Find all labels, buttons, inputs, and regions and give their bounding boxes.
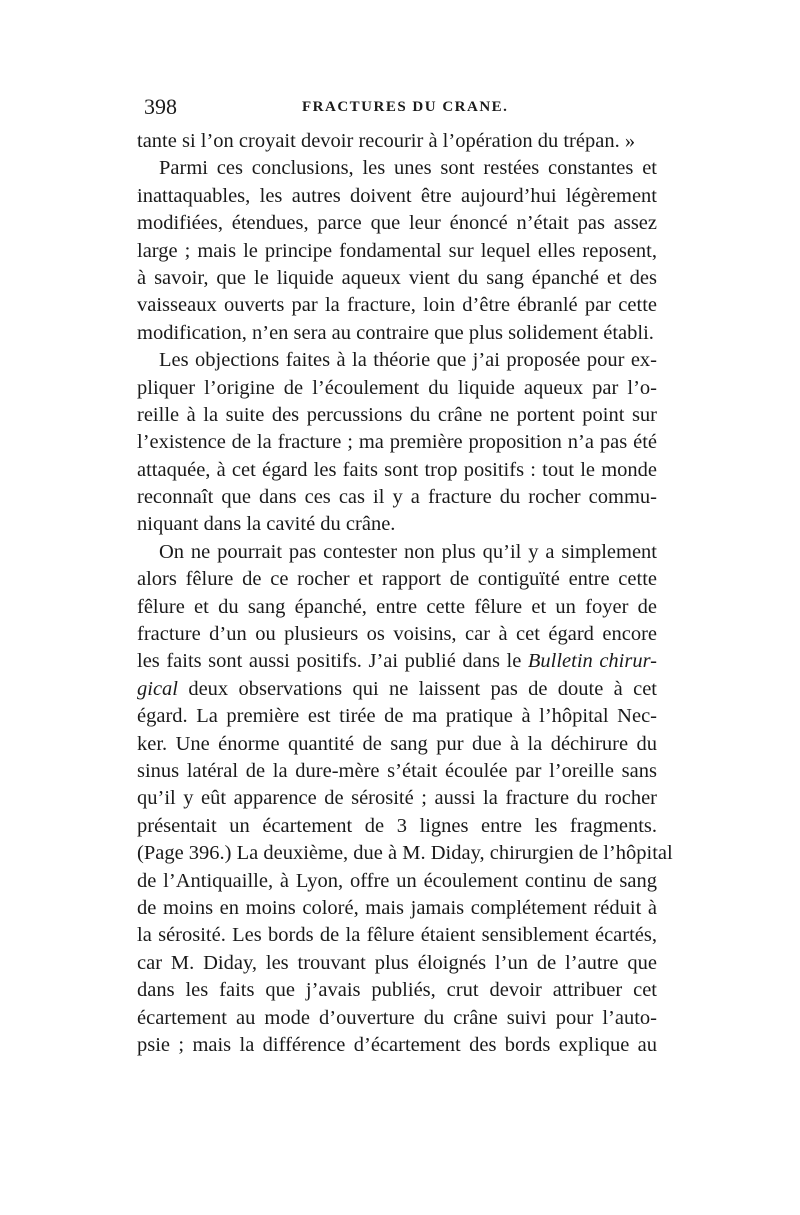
line-text: à savoir, que le liquide aqueux vient du sang épanché et des <box>137 266 657 289</box>
line-text: modifiées, étendues, parce que leur énoncé n’était pas assez <box>137 212 657 235</box>
line-text: reconnaît que dans ces cas il y a fracture du rocher commu- <box>137 486 657 509</box>
text-line <box>137 1032 657 1059</box>
line-text: modification, n’en sera au contraire que plus solidement établi. <box>137 321 654 344</box>
line-text: fracture d’un ou plusieurs os voisins, car à cet égard encore <box>137 623 657 646</box>
text-line <box>137 484 657 511</box>
line-text: de l’Antiquaille, à Lyon, offre un écoulement continu de sang <box>137 869 657 892</box>
line-text: la sérosité. Les bords de la fêlure étaient sensiblement écartés, <box>137 924 657 947</box>
line-text: sinus latéral de la dure-mère s’était écoulée par l’oreille sans <box>137 759 657 782</box>
italic-text: Bulletin chirur- <box>527 650 657 673</box>
line-text: égard. La première est tirée de ma pratique à l’hôpital Nec- <box>137 705 657 728</box>
italic-text: gical <box>137 677 178 700</box>
text-line <box>137 731 657 758</box>
text-line <box>137 868 657 895</box>
line-text: alors fêlure de ce rocher et rapport de contiguïté entre cette <box>137 568 657 591</box>
text-line <box>137 785 657 812</box>
body-text <box>137 128 673 1059</box>
line-text: pliquer l’origine de l’écoulement du liquide aqueux par l’o- <box>137 376 657 399</box>
text-line <box>137 950 657 977</box>
running-title: FRACTURES DU CRANE. <box>302 99 509 115</box>
text-line <box>137 840 673 867</box>
line-text: reille à la suite des percussions du crâne ne portent point sur <box>137 403 657 426</box>
line-text: (Page 396.) La deuxième, due à M. Diday, chirurgien de l’hôpital <box>137 842 673 865</box>
line-text: de moins en moins coloré, mais jamais complétement réduit à <box>137 896 657 919</box>
text-line <box>137 895 657 922</box>
text-line <box>137 977 657 1004</box>
text-line <box>137 292 657 319</box>
text-line <box>137 648 657 675</box>
text-line <box>137 703 657 730</box>
line-text: attaquée, à cet égard les faits sont trop positifs : tout le monde <box>137 458 657 481</box>
text-line <box>137 265 657 292</box>
line-text: qu’il y eût apparence de sérosité ; aussi la fracture du rocher <box>137 787 657 810</box>
text-line <box>137 457 657 484</box>
line-text: psie ; mais la différence d’écartement des bords explique au <box>137 1033 657 1056</box>
line-text: dans les faits que j’avais publiés, crut devoir attribuer cet <box>137 979 657 1002</box>
line-text: fêlure et du sang épanché, entre cette fêlure et un foyer de <box>137 595 657 618</box>
line-text: large ; mais le principe fondamental sur lequel elles reposent, <box>137 239 657 262</box>
text-line <box>137 320 657 347</box>
line-text: vaisseaux ouverts par la fracture, loin d’être ébranlé par cette <box>137 294 657 317</box>
text-line <box>137 922 657 949</box>
line-text: inattaquables, les autres doivent être aujourd’hui légèrement <box>137 184 657 207</box>
text-line <box>137 347 657 374</box>
line-text: Les objections faites à la théorie que j’ai proposée pour ex- <box>159 349 657 372</box>
text-line <box>137 210 657 237</box>
text-line <box>137 402 657 429</box>
text-line <box>137 813 657 840</box>
page-number: 398 <box>144 94 177 119</box>
line-text: niquant dans la cavité du crâne. <box>137 513 396 536</box>
text-line <box>137 566 657 593</box>
text-line <box>137 1005 657 1032</box>
text-line <box>137 128 657 155</box>
text-line <box>137 183 657 210</box>
text-line <box>137 375 657 402</box>
text-line <box>137 238 657 265</box>
line-text: écartement au mode d’ouverture du crâne suivi pour l’auto- <box>137 1006 657 1029</box>
line-text: deux observations qui ne laissent pas de doute à cet <box>178 677 657 700</box>
text-line <box>137 539 657 566</box>
line-text: présentait un écartement de 3 lignes entre les fragments. <box>137 814 657 837</box>
text-line <box>137 621 657 648</box>
line-text: les faits sont aussi positifs. J’ai publié dans le <box>137 650 528 673</box>
line-text: car M. Diday, les trouvant plus éloignés l’un de l’autre que <box>137 951 657 974</box>
text-line <box>137 155 657 182</box>
text-line <box>137 758 657 785</box>
text-line <box>137 429 657 456</box>
text-line <box>137 676 657 703</box>
line-text: On ne pourrait pas contester non plus qu’il y a simplement <box>159 540 657 563</box>
line-text: tante si l’on croyait devoir recourir à l’opération du trépan. » <box>137 130 636 152</box>
line-text: Parmi ces conclusions, les unes sont restées constantes et <box>159 157 657 180</box>
line-text: ker. Une énorme quantité de sang pur due à la déchirure du <box>137 732 657 755</box>
text-line <box>137 511 657 538</box>
text-line <box>137 594 657 621</box>
line-text: l’existence de la fracture ; ma première proposition n’a pas été <box>137 431 657 454</box>
